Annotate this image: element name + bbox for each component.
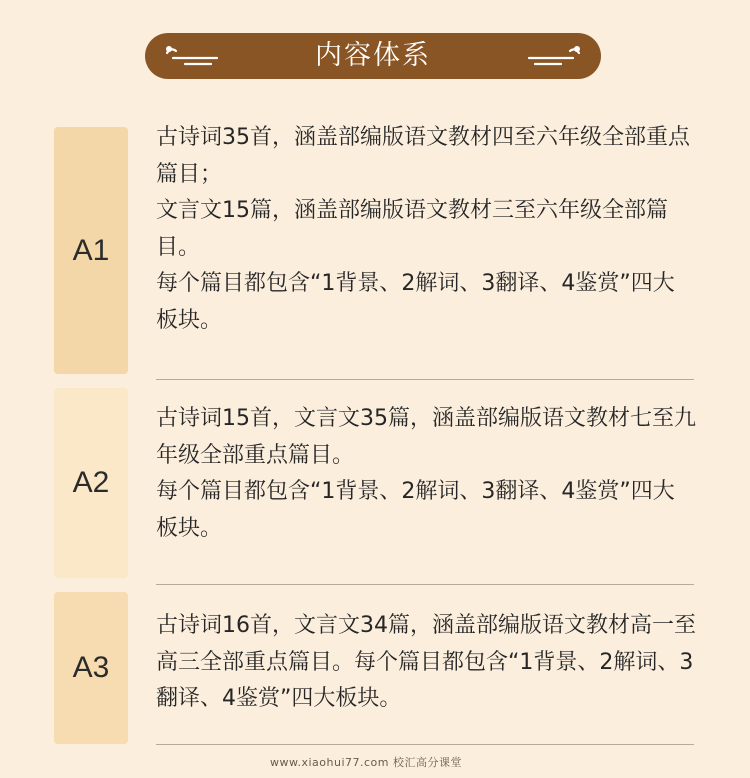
section-label-a3: A3 (54, 592, 128, 744)
section-a1-paragraph: 每个篇目都包含“1背景、2解词、3翻译、4鉴赏”四大板块。 (156, 271, 675, 333)
watermark: www.xiaohui77.com 校汇高分课堂 (270, 756, 462, 769)
section-a3-paragraph: 古诗词16首，文言文34篇，涵盖部编版语文教材高一至高三全部重点篇目。每个篇目都包含“1背景、2解词、3翻译、4鉴赏”四大板块。 (156, 613, 696, 711)
cloud-ornament-icon (523, 41, 583, 71)
section-a1-text (156, 120, 696, 339)
section-a3-text (156, 608, 696, 718)
section-divider (156, 379, 694, 380)
section-a1-paragraph: 古诗词35首，涵盖部编版语文教材四至六年级全部重点篇目； (156, 125, 690, 187)
section-a2-text (156, 401, 696, 547)
page-title: 内容体系 (315, 40, 431, 71)
section-a1-paragraph: 文言文15篇，涵盖部编版语文教材三至六年级全部篇目。 (156, 198, 668, 260)
section-title-banner (145, 33, 601, 79)
section-divider (156, 744, 694, 745)
section-label-a2: A2 (54, 388, 128, 578)
section-a2-paragraph: 每个篇目都包含“1背景、2解词、3翻译、4鉴赏”四大板块。 (156, 479, 675, 541)
section-divider (156, 584, 694, 585)
section-label-a1: A1 (54, 127, 128, 374)
section-a2-paragraph: 古诗词15首，文言文35篇，涵盖部编版语文教材七至九年级全部重点篇目。 (156, 406, 696, 468)
